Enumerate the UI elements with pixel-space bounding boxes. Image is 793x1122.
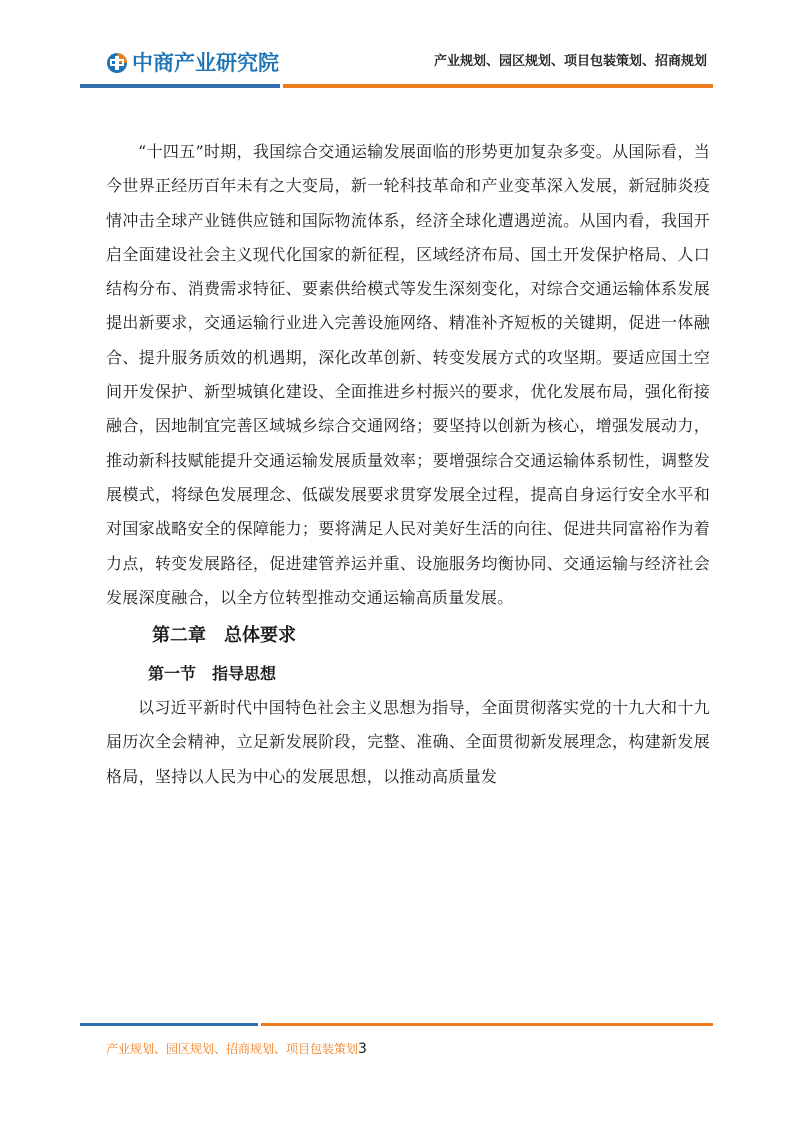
body-paragraph: 以习近平新时代中国特色社会主义思想为指导，全面贯彻落实党的十九大和十九届历次全会精神，立足新发展阶段，完整、准确、全面贯彻新发展理念，构建新发展格局，坚持以人民为中心的发展思想，以推动高质量发 [106,698,710,786]
footer-rule-blue [80,1023,258,1026]
logo-text: 中商产业研究院 [132,51,279,75]
document-body [106,135,710,794]
page-header [0,0,793,100]
header-rule-orange [283,84,713,88]
page-footer [106,1040,367,1058]
footer-rule-orange [261,1023,713,1026]
chapter-heading: 第二章 总体要求 [152,625,296,647]
body-paragraph: “十四五”时期，我国综合交通运输发展面临的形势更加复杂多变。从国际看，当今世界正经历百年未有之大变局，新一轮科技革命和产业变革深入发展，新冠肺炎疫情冲击全球产业链供应链和国际物流体系，经济全球化遭遇逆流。从国内看，我国开启全面建设社会主义现代化国家的新征程，区域经济布局、国土开发保护格局、人口结构分布、消费需求特征、要素供给模式等发生深刻变化，对综合交通运输体系发展提出新要求，交通运输行业进入完善设施网络、精准补齐短板的关键期，促进一体融合、提升服务质效的机遇期，深化改革创新、转变发展方式的攻坚期。要适应国土空间开发保护、新型城镇化建设、全面推进乡村振兴的要求，优化发展布局，强化衔接融合，因地制宜完善区域城乡综合交通网络；要坚持以创新为核心，增强发展动力，推动新科技赋能提升交通运输发展质量效率；要增强综合交通运输体系韧性，调整发展模式，将绿色发展理念、低碳发展要求贯穿发展全过程，提高自身运行安全水平和对国家战略安全的保障能力；要将满足人民对美好生活的向往、促进共同富裕作为着力点，转变发展路径，促进建管养运并重、设施服务均衡协同、交通运输与经济社会发展深度融合，以全方位转型推动交通运输高质量发展。 [106,142,710,607]
header-tagline: 产业规划、园区规划、项目包装策划、招商规划 [433,54,707,69]
footer-text: 产业规划、园区规划、招商规划、项目包装策划 [106,1042,359,1056]
page-number: 3 [358,1041,367,1057]
logo-icon [106,52,128,74]
header-rule-blue [80,84,280,88]
section-heading: 第一节 指导思想 [148,664,277,684]
logo [106,48,279,78]
